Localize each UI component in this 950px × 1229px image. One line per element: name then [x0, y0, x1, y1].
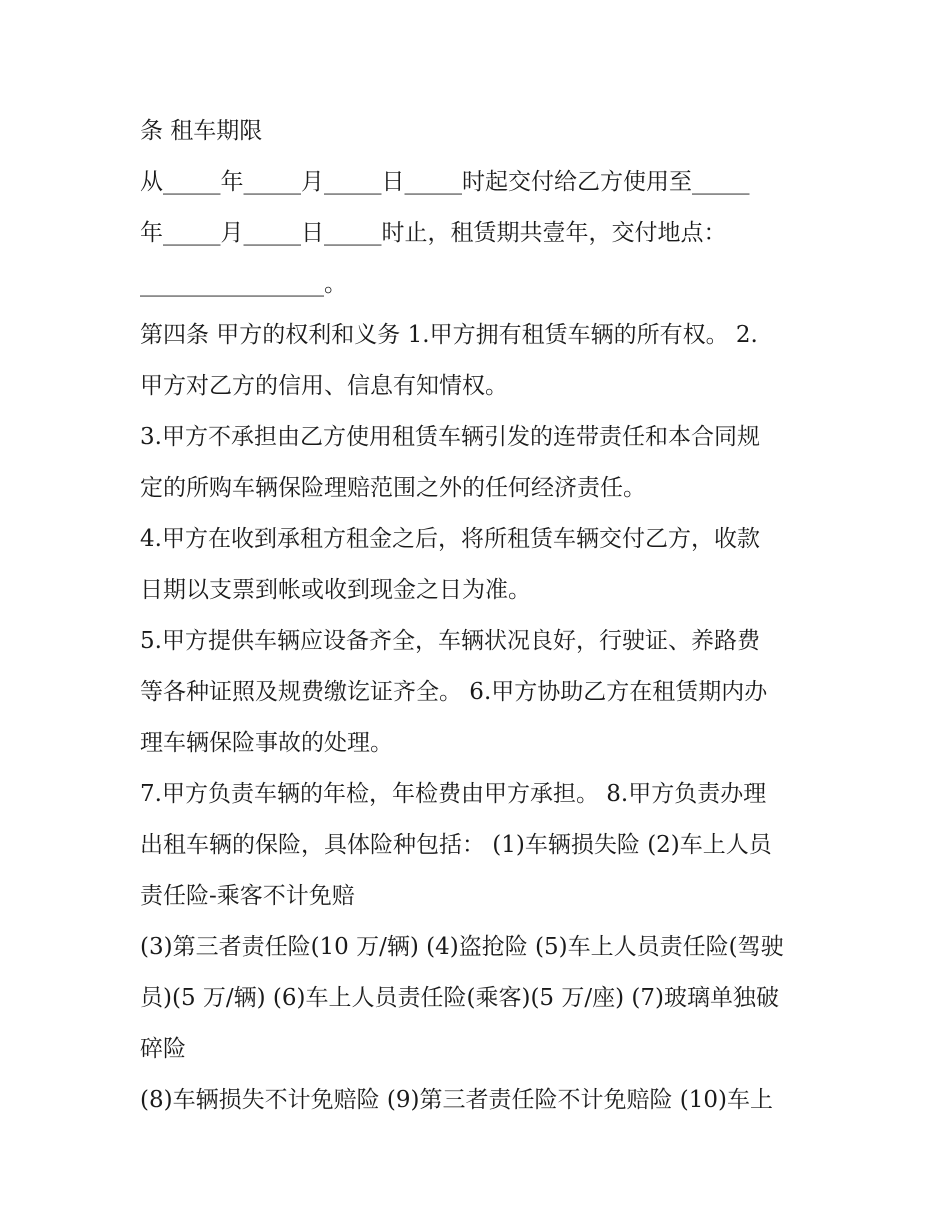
- text-line: ________________。: [140, 271, 347, 297]
- text-line: 碎险: [140, 1036, 186, 1062]
- text-line: 4.甲方在收到承租方租金之后，将所租赁车辆交付乙方，收款: [140, 526, 760, 552]
- text-line: 3.甲方不承担由乙方使用租赁车辆引发的连带责任和本合同规: [140, 424, 760, 450]
- document-body: [140, 106, 820, 1126]
- text-line: 等各种证照及规费缴讫证齐全。 6.甲方协助乙方在租赁期内办: [140, 679, 768, 705]
- text-line: 5.甲方提供车辆应设备齐全，车辆状况良好，行驶证、养路费: [140, 628, 760, 654]
- text-line: 员)(5 万/辆) (6)车上人员责任险(乘客)(5 万/座) (7)玻璃单独破: [140, 985, 779, 1011]
- text-line: 条 租车期限: [140, 118, 263, 144]
- text-line: (3)第三者责任险(10 万/辆) (4)盗抢险 (5)车上人员责任险(驾驶: [140, 934, 784, 960]
- text-line: 甲方对乙方的信用、信息有知情权。: [140, 373, 508, 399]
- text-line: 定的所购车辆保险理赔范围之外的任何经济责任。: [140, 475, 646, 501]
- text-line: 日期以支票到帐或收到现金之日为准。: [140, 577, 531, 603]
- text-line: 7.甲方负责车辆的年检，年检费由甲方承担。 8.甲方负责办理: [140, 781, 767, 807]
- text-line: 责任险-乘客不计免赔: [140, 883, 355, 909]
- text-line: 年_____月_____日_____时止，租赁期共壹年，交付地点：: [140, 220, 727, 246]
- text-line: 第四条 甲方的权利和义务 1.甲方拥有租赁车辆的所有权。 2.: [140, 322, 758, 348]
- text-line: 出租车辆的保险，具体险种包括： (1)车辆损失险 (2)车上人员: [140, 832, 772, 858]
- text-line: 理车辆保险事故的处理。: [140, 730, 393, 756]
- text-line: (8)车辆损失不计免赔险 (9)第三者责任险不计免赔险 (10)车上: [140, 1087, 773, 1113]
- text-line: 从_____年_____月_____日_____时起交付给乙方使用至_____: [140, 169, 750, 195]
